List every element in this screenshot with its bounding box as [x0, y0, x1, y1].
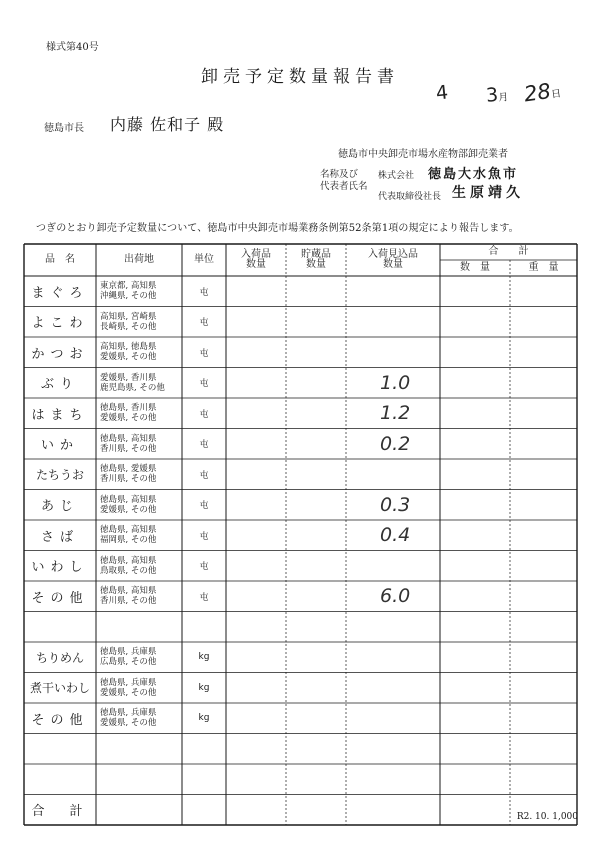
row-origin — [96, 795, 182, 826]
row-origin-line: 徳島県, 兵庫県 — [100, 677, 157, 688]
row-origin-line: 福岡県, その他 — [100, 535, 157, 546]
row-origin-line: 徳島県, 高知県 — [100, 494, 157, 505]
row-unit — [182, 612, 226, 643]
row-origin-line: 香川県, その他 — [100, 443, 157, 454]
row-item-name: その他 — [31, 712, 89, 728]
row-origin — [96, 612, 182, 643]
row-item-name: よこわ — [31, 316, 89, 332]
row-origin — [96, 673, 182, 704]
row-expected-value: 6.0 — [380, 585, 411, 608]
row-origin — [96, 368, 182, 399]
row-origin-line: 愛媛県, その他 — [100, 352, 157, 363]
row-unit — [182, 764, 226, 795]
row-item-name — [24, 734, 96, 765]
row-item-name: はまち — [31, 407, 89, 423]
row-expected-value — [346, 612, 440, 643]
row-origin — [96, 490, 182, 521]
header-expected — [346, 244, 440, 276]
row-unit: 屯 — [199, 318, 209, 329]
row-origin-line: 高知県, 徳島県 — [100, 342, 157, 353]
row-origin-line: 徳島県, 高知県 — [100, 586, 157, 597]
row-origin — [96, 642, 182, 673]
row-item-name: いか — [40, 438, 79, 454]
row-unit: 屯 — [199, 409, 209, 420]
row-origin — [96, 276, 182, 307]
representative-title: 代表取締役社長 — [378, 192, 442, 202]
row-origin — [96, 459, 182, 490]
row-unit: 屯 — [199, 287, 209, 298]
row-unit: 屯 — [199, 470, 209, 481]
row-origin — [96, 551, 182, 582]
header-unit: 単位 — [194, 254, 214, 265]
row-origin-line: 香川県, その他 — [100, 596, 157, 607]
row-unit: kg — [198, 713, 210, 724]
row-unit — [182, 795, 226, 826]
row-origin-line: 広島県, その他 — [100, 657, 157, 668]
header-stock — [286, 244, 346, 276]
row-origin-line: 東京都, 高知県 — [100, 281, 157, 292]
row-unit: 屯 — [199, 440, 209, 451]
row-unit: kg — [198, 652, 210, 663]
report-statement: つぎのとおり卸売予定数量について、徳島市中央卸売市場業務条例第52条第1項の規定により報告します。 — [36, 223, 519, 234]
row-expected-value — [346, 276, 440, 307]
row-expected-value — [346, 337, 440, 368]
company-prefix: 株式会社 — [378, 171, 415, 181]
date-day-value: 28 — [522, 78, 553, 107]
row-unit: 屯 — [199, 379, 209, 390]
row-origin-line: 徳島県, 兵庫県 — [100, 708, 157, 719]
form-number: 様式第40号 — [46, 42, 99, 53]
row-origin — [96, 337, 182, 368]
row-origin-line: 徳島県, 高知県 — [100, 555, 157, 566]
row-origin — [96, 581, 182, 612]
document-title: 卸売予定数量報告書 — [201, 67, 399, 87]
row-item-name — [24, 764, 96, 795]
row-expected-value — [346, 734, 440, 765]
row-origin-line: 高知県, 宮崎県 — [100, 311, 157, 322]
row-item-name — [24, 612, 96, 643]
header-item: 品 名 — [45, 254, 75, 265]
print-footer: R2. 10. 1,000 — [516, 812, 578, 822]
header-origin: 出荷地 — [124, 254, 154, 265]
header-arrival-line2: 数量 — [246, 259, 266, 270]
row-unit: 屯 — [199, 531, 209, 542]
row-expected-value: 0.2 — [380, 432, 411, 455]
header-stock-line1: 貯蔵品 — [301, 249, 331, 260]
row-origin-line: 愛媛県, その他 — [100, 504, 157, 515]
row-expected-value: 1.0 — [380, 371, 411, 394]
row-expected-value: 1.2 — [380, 402, 411, 425]
header-total-qty: 数 量 — [460, 262, 490, 273]
row-origin-line: 香川県, その他 — [100, 474, 157, 485]
row-unit: kg — [198, 682, 210, 693]
row-expected-value — [346, 459, 440, 490]
header-total-weight: 重 量 — [528, 262, 559, 273]
row-item-name: かつお — [31, 346, 89, 362]
row-origin-line: 鹿児島県, その他 — [100, 382, 165, 393]
row-expected-value — [346, 703, 440, 734]
date-month-label: 月 — [497, 92, 509, 104]
row-origin — [96, 307, 182, 338]
header-expected-line1: 入荷見込品 — [368, 249, 418, 260]
row-item-name: ちりめん — [35, 650, 84, 665]
row-item-name: あじ — [40, 499, 79, 515]
row-expected-value — [346, 673, 440, 704]
row-expected-value: 0.4 — [380, 524, 411, 547]
row-expected-value: 0.3 — [380, 493, 411, 516]
row-origin-line: 長崎県, その他 — [100, 321, 157, 332]
sender-name-label-2: 代表者氏名 — [320, 181, 368, 192]
row-unit — [182, 734, 226, 765]
row-unit: 屯 — [199, 348, 209, 359]
row-origin-line: 徳島県, 高知県 — [100, 433, 157, 444]
header-arrival — [226, 244, 286, 276]
addressee-honorific: 殿 — [207, 115, 225, 134]
row-unit: 屯 — [199, 592, 209, 603]
row-origin — [96, 520, 182, 551]
row-origin-line: 鳥取県, その他 — [100, 565, 157, 576]
representative-name: 生原靖久 — [452, 185, 524, 201]
row-origin-line: 徳島県, 香川県 — [100, 403, 157, 414]
row-origin-line: 徳島県, 兵庫県 — [100, 647, 157, 658]
addressee-person: 内藤 佐和子 — [110, 115, 202, 134]
row-item-name: いわし — [31, 560, 89, 576]
row-origin — [96, 429, 182, 460]
header-arrival-line1: 入荷品 — [241, 249, 271, 260]
header-stock-line2: 数量 — [306, 259, 326, 270]
row-item-name: さば — [40, 529, 79, 545]
row-origin-line: 愛媛県, その他 — [100, 718, 157, 729]
row-expected-value — [346, 551, 440, 582]
row-origin-line: 愛媛県, その他 — [100, 413, 157, 424]
header-expected-line2: 数量 — [383, 259, 403, 270]
row-item-name: 煮干いわし — [29, 681, 90, 696]
header-total: 合 計 — [488, 246, 529, 257]
company-name: 徳島大水魚市 — [428, 167, 519, 182]
sender-address: 徳島市中央卸売市場水産物部卸売業者 — [338, 149, 508, 160]
row-origin — [96, 703, 182, 734]
row-origin — [96, 734, 182, 765]
addressee-label: 徳島市長 — [44, 123, 84, 134]
row-origin-line: 愛媛県, その他 — [100, 687, 157, 698]
row-expected-value — [346, 764, 440, 795]
row-origin-line: 沖縄県, その他 — [100, 291, 157, 302]
row-origin-line: 愛媛県, 香川県 — [100, 372, 157, 383]
row-expected-value — [346, 642, 440, 673]
row-item-name: まぐろ — [31, 285, 89, 301]
row-item-name: たちうお — [35, 467, 84, 482]
sender-name-label-1: 名称及び — [320, 169, 359, 180]
date-day-label: 日 — [550, 88, 562, 101]
row-unit: 屯 — [199, 562, 209, 573]
row-origin-line: 徳島県, 高知県 — [100, 525, 157, 536]
row-item-name: ぶり — [40, 377, 79, 393]
row-origin-line: 徳島県, 愛媛県 — [100, 464, 157, 475]
row-origin — [96, 764, 182, 795]
date-year: 4 — [434, 81, 450, 105]
row-origin — [96, 398, 182, 429]
row-unit: 屯 — [199, 501, 209, 512]
row-item-name: その他 — [31, 590, 89, 606]
row-expected-value — [346, 795, 440, 826]
date-month-value: 3 — [485, 83, 499, 107]
row-expected-value — [346, 307, 440, 338]
row-item-name: 合 計 — [31, 804, 89, 820]
